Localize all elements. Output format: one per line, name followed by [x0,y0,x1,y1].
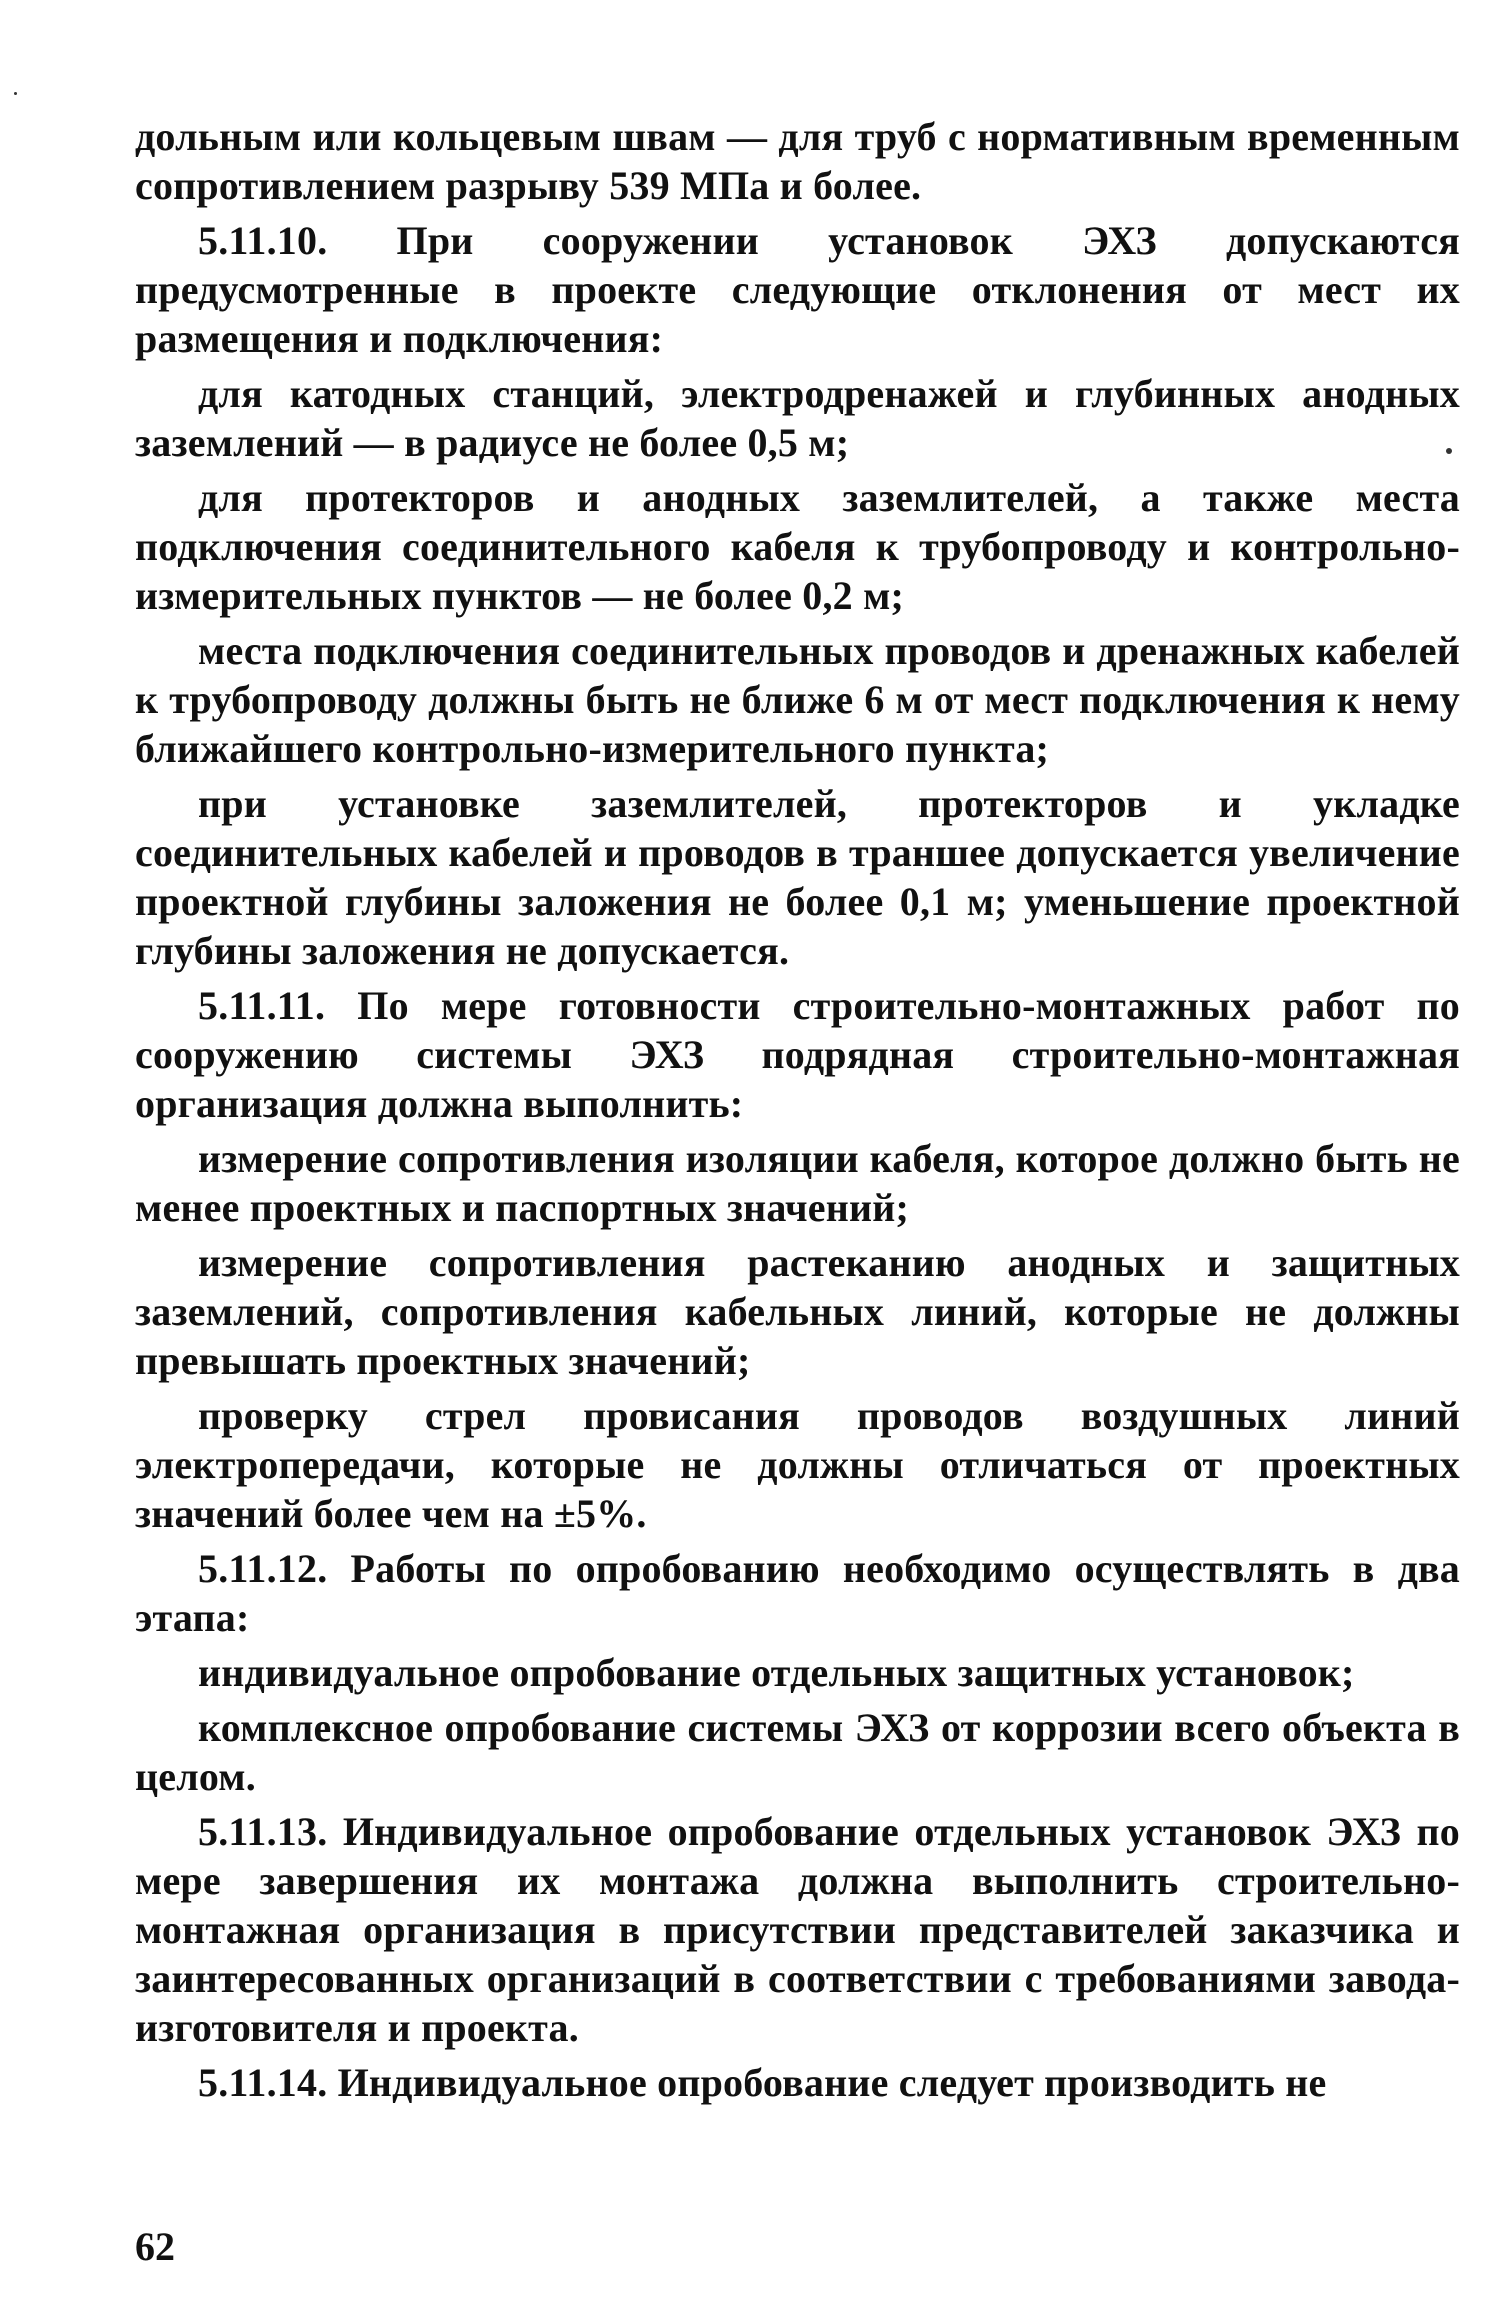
paragraph-5-11-14: 5.11.14. Индивидуальное опробование следует производить не [198,2060,1327,2105]
paragraph-sag-check: проверку стрел провисания проводов воздушных линий электропередачи, которые не должны отличаться от проектных значений более чем на ±5%. [135,1393,1460,1536]
paragraph-5-11-11: 5.11.11. По мере готовности строительно-монтажных работ по сооружению системы ЭХЗ подрядная строительно-монтажная организация должна выполнить: [135,983,1460,1126]
paragraph-5-11-12: 5.11.12. Работы по опробованию необходимо осуществлять в два этапа: [135,1546,1460,1640]
paragraph-individual-testing: индивидуальное опробование отдельных защитных установок; [198,1650,1355,1695]
paragraph-connection-places: места подключения соединительных проводов и дренажных кабелей к трубопроводу должны быть не ближе 6 м от мест подключения к нему ближайшего контрольно-измерительного пункта; [135,628,1460,771]
text-column [135,112,1460,2113]
paragraph-complex-testing: комплексное опробование системы ЭХЗ от коррозии всего объекта в целом. [135,1705,1460,1799]
paragraph-cathode-stations: для катодных станций, электродренажей и глубинных анодных заземлений — в радиусе не более 0,5 м; [135,371,1460,465]
paragraph-insulation-measurement: измерение сопротивления изоляции кабеля, которое должно быть не менее проектных и паспортных значений; [135,1136,1460,1230]
paragraph-protectors: для протекторов и анодных заземлителей, а также места подключения соединительного кабеля к трубопроводу и контрольно-измерительных пунктов — не более 0,2 м; [135,475,1460,618]
scan-speck [14,92,17,95]
paragraph-5-11-10: 5.11.10. При сооружении установок ЭХЗ допускаются предусмотренные в проекте следующие отклонения от мест их размещения и подключения: [135,218,1460,361]
paragraph-resistance-measurement: измерение сопротивления растеканию анодных и защитных заземлений, сопротивления кабельных линий, которые не должны превышать проектных значений; [135,1240,1460,1383]
page-number: 62 [135,2224,175,2269]
paragraph-5-11-13: 5.11.13. Индивидуальное опробование отдельных установок ЭХЗ по мере завершения их монтажа должна выполнить строительно-монтажная организация в присутствии представителей заказчика и заинтересованных организаций в соответствии с требованиями завода-изготовителя и проекта. [135,1809,1460,2050]
scan-speck [1446,448,1452,454]
paragraph-grounding-installation: при установке заземлителей, протекторов и укладке соединительных кабелей и проводов в траншее допускается увеличение проектной глубины заложения не более 0,1 м; уменьшение проектной глубины заложения не допускается. [135,781,1460,973]
paragraph-continuation: дольным или кольцевым швам — для труб с нормативным временным сопротивлением разрыву 539 МПа и более. [135,114,1460,208]
